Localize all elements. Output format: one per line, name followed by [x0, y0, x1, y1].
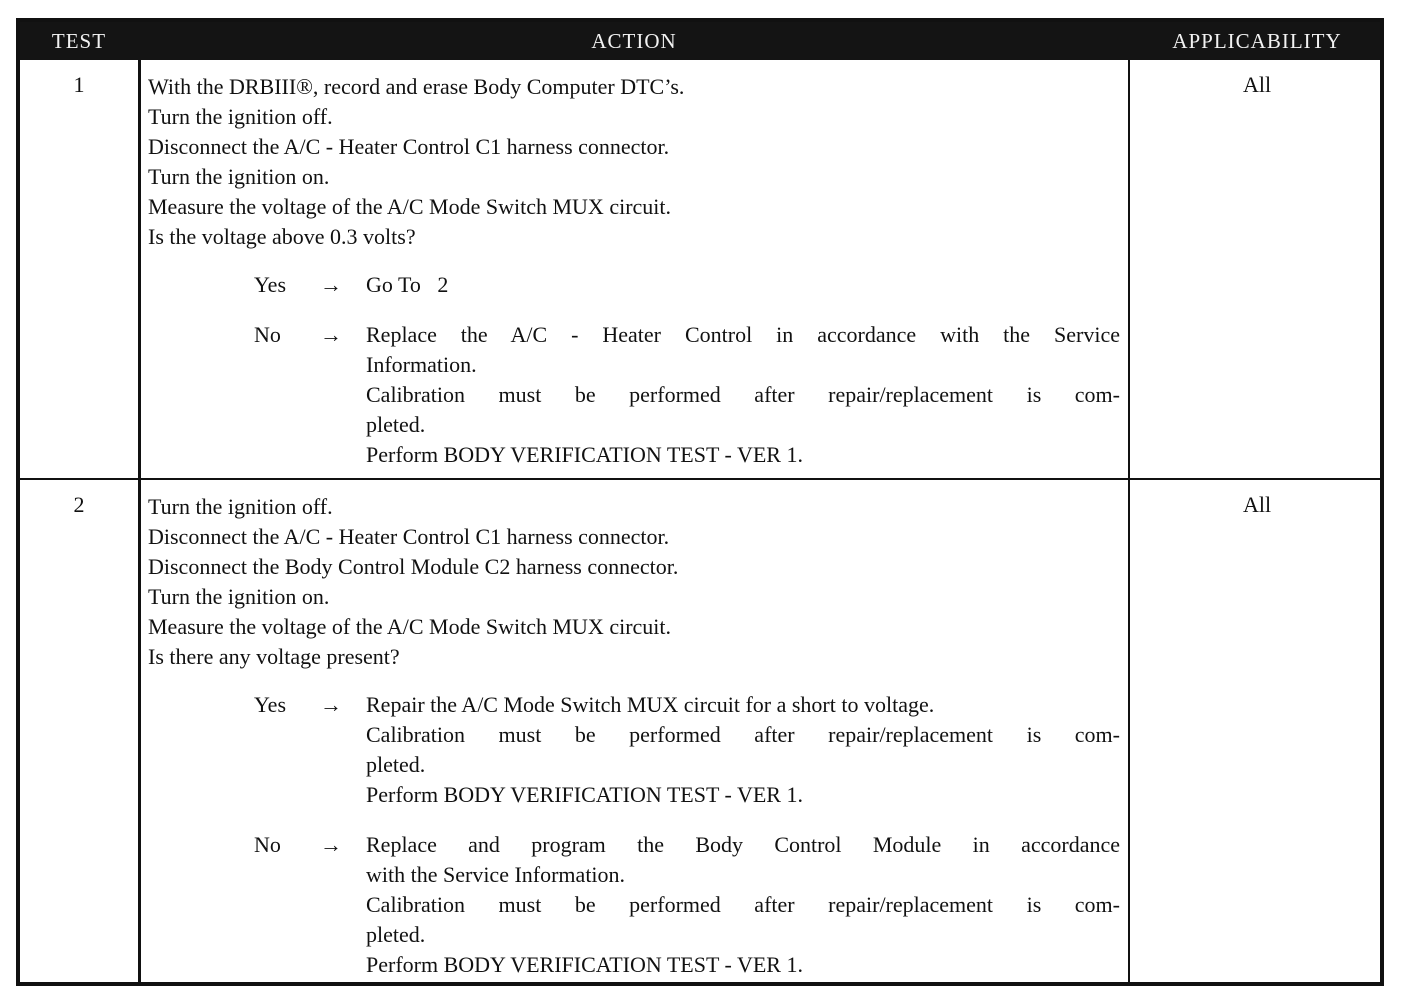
action-step: Is the voltage above 0.3 volts? [148, 224, 416, 249]
action-step: Measure the voltage of the A/C Mode Switch MUX circuit. [148, 614, 672, 639]
answer-text: Calibration must be performed after repair/replacement is com- [366, 382, 1120, 407]
arrow-right-icon: → [320, 272, 342, 297]
answer-yes [148, 270, 1120, 300]
answer-text: Replace the A/C - Heater Control in accordance with the Service [366, 322, 1120, 347]
arrow-right-icon: → [320, 832, 342, 857]
answer-label: Yes [254, 692, 287, 717]
action-cell [148, 492, 1120, 1000]
answer-label: No [254, 322, 281, 347]
table-row [20, 480, 1380, 986]
answer-text: Replace and program the Body Control Module in accordance [366, 832, 1120, 857]
action-step: With the DRBIII®, record and erase Body Computer DTC’s. [148, 74, 685, 99]
answer-text: Perform BODY VERIFICATION TEST - VER 1. [366, 442, 803, 467]
arrow-right-icon: → [320, 692, 342, 717]
applicability-value: All [1242, 492, 1272, 517]
header-action: ACTION [591, 29, 677, 53]
arrow-right-icon: → [320, 322, 342, 347]
answer-text: Calibration must be performed after repair/replacement is com- [366, 892, 1120, 917]
answer-no [148, 320, 1120, 470]
answer-text: Repair the A/C Mode Switch MUX circuit for a short to voltage. [366, 692, 935, 717]
action-step: Turn the ignition on. [148, 164, 330, 189]
applicability-value: All [1242, 72, 1272, 97]
answer-label: Yes [254, 272, 287, 297]
table-row [20, 60, 1380, 478]
header-applicability: APPLICABILITY [1172, 29, 1342, 53]
answer-no [148, 830, 1120, 980]
answer-list [148, 270, 1120, 470]
answer-text: Perform BODY VERIFICATION TEST - VER 1. [366, 782, 803, 807]
answer-text: pleted. [366, 412, 426, 437]
action-step: Turn the ignition off. [148, 494, 333, 519]
answer-yes [148, 690, 1120, 810]
action-step: Is there any voltage present? [148, 644, 400, 669]
answer-text: Perform BODY VERIFICATION TEST - VER 1. [366, 952, 803, 977]
answer-text: Calibration must be performed after repair/replacement is com- [366, 722, 1120, 747]
answer-list [148, 690, 1120, 980]
header-test: TEST [51, 29, 107, 53]
action-cell [148, 72, 1120, 490]
action-step: Measure the voltage of the A/C Mode Switch MUX circuit. [148, 194, 672, 219]
test-number: 1 [73, 72, 85, 97]
answer-text: with the Service Information. [366, 862, 626, 887]
answer-text: pleted. [366, 922, 426, 947]
answer-text: Information. [366, 352, 477, 377]
action-step: Turn the ignition off. [148, 104, 333, 129]
action-step: Disconnect the A/C - Heater Control C1 harness connector. [148, 524, 670, 549]
action-step: Disconnect the A/C - Heater Control C1 harness connector. [148, 134, 670, 159]
table-header [20, 22, 1380, 60]
action-step: Turn the ignition on. [148, 584, 330, 609]
answer-label: No [254, 832, 281, 857]
test-number: 2 [73, 492, 85, 517]
answer-text: Go To 2 [366, 272, 449, 297]
diagnostic-table [16, 18, 1384, 986]
answer-text: pleted. [366, 752, 426, 777]
action-step: Disconnect the Body Control Module C2 harness connector. [148, 554, 679, 579]
